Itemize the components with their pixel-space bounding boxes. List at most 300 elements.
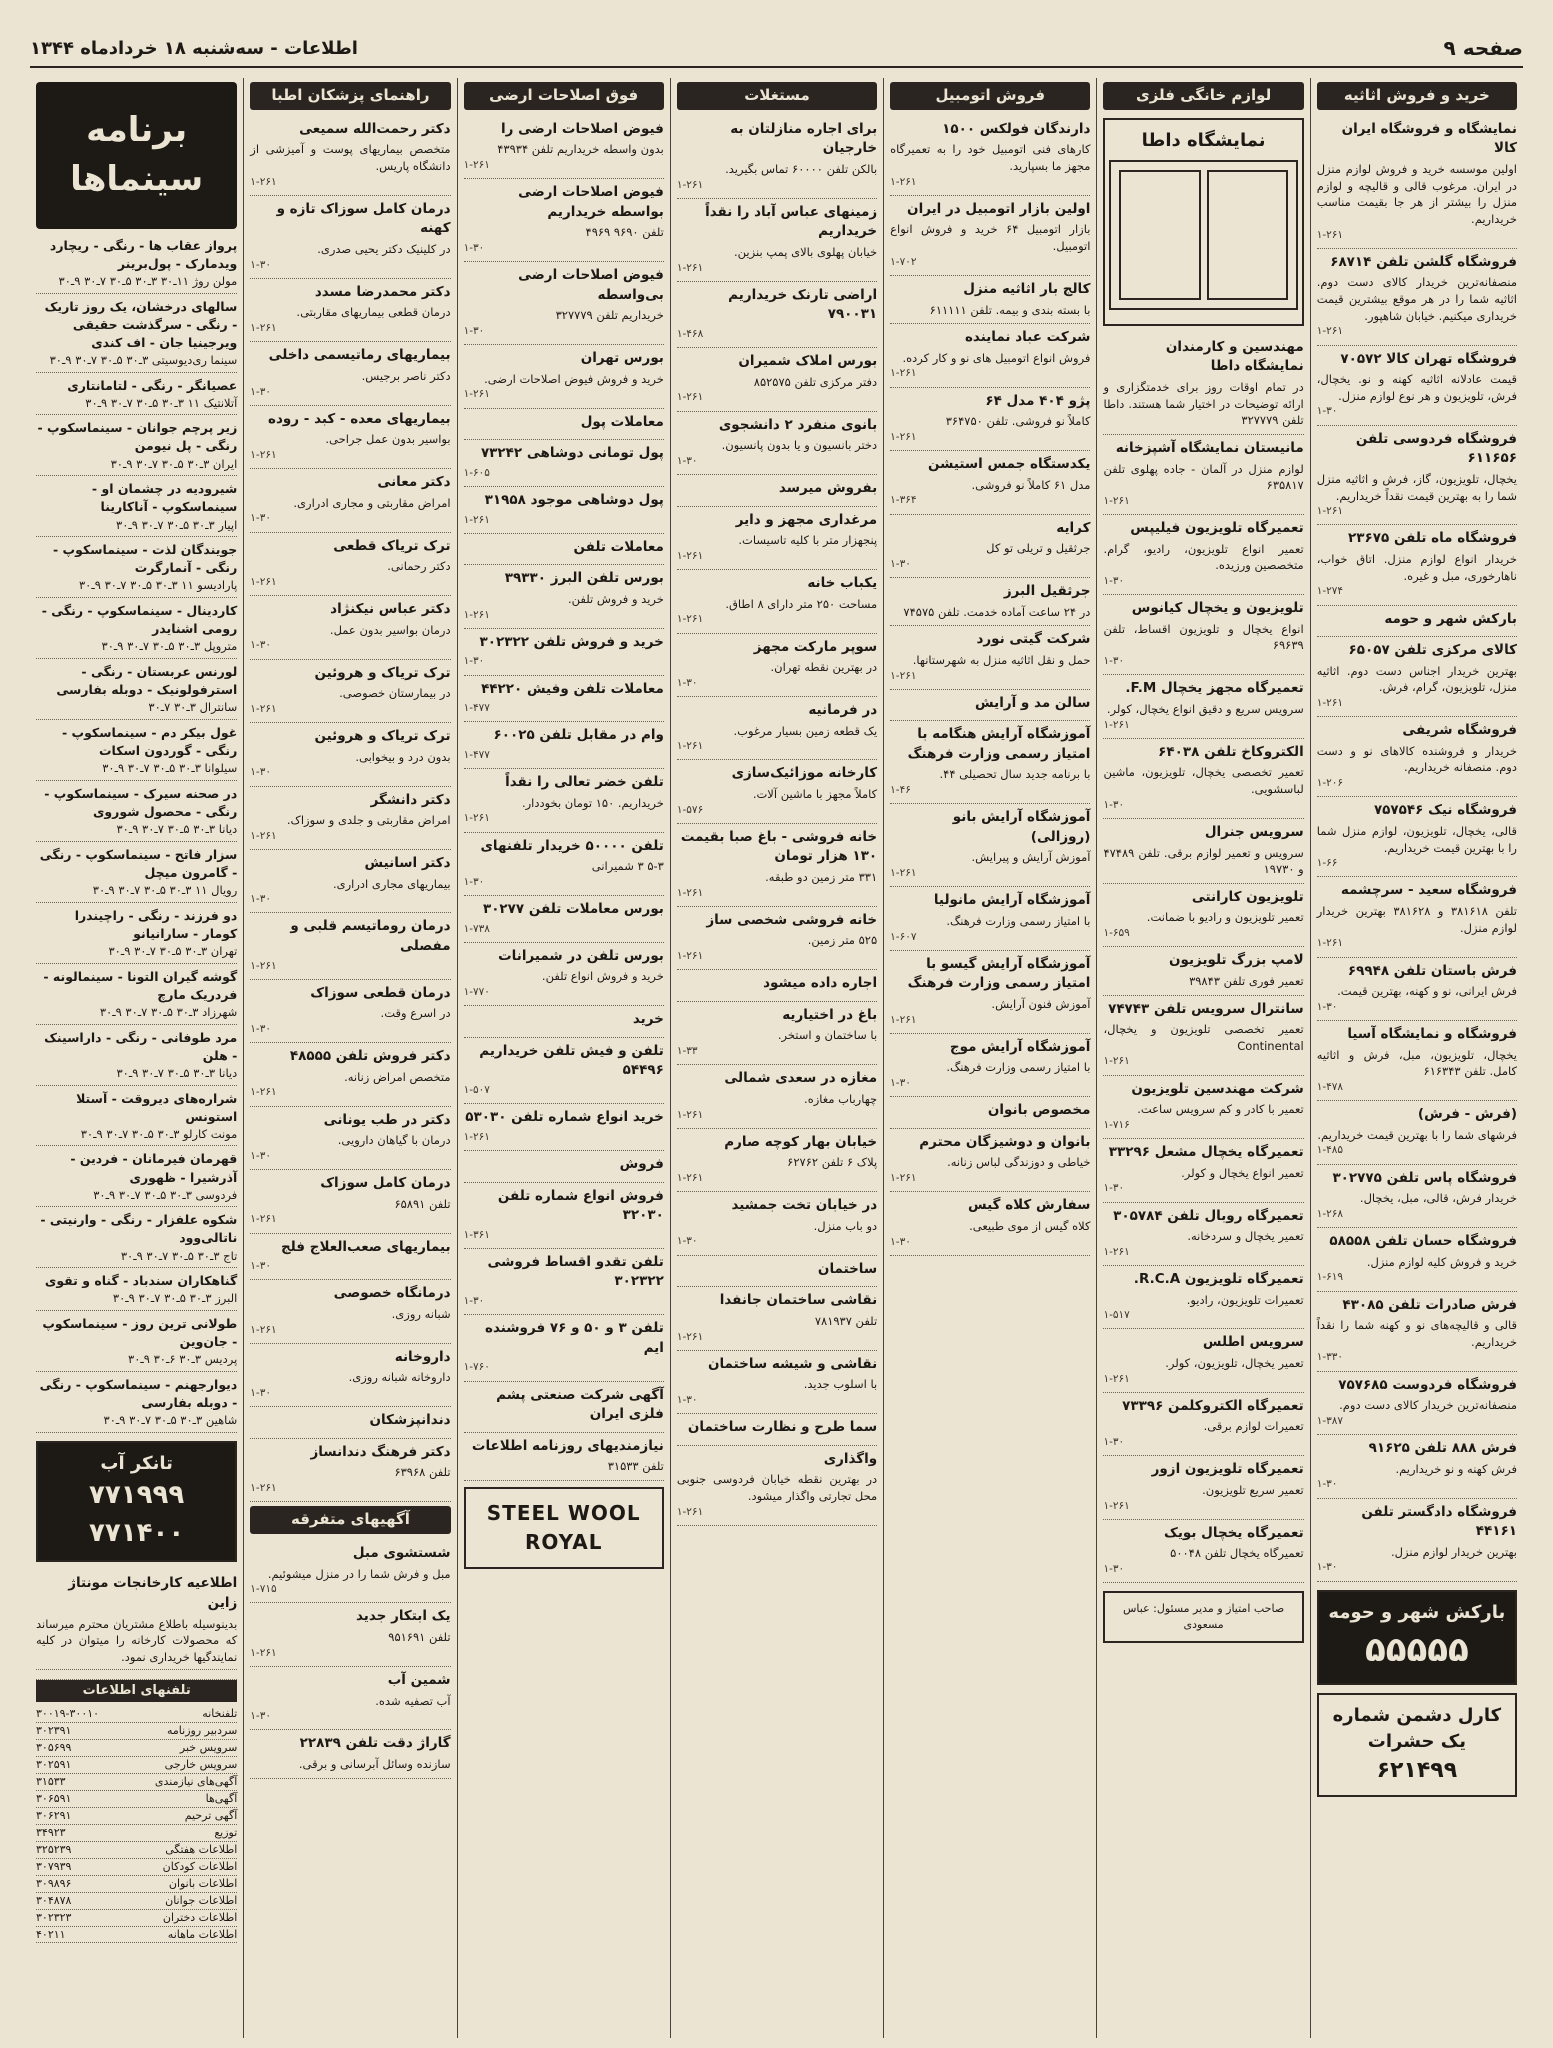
phone-directory-row <box>36 1910 237 1927</box>
classified-ad <box>677 760 877 823</box>
ad-code: ۱-۳۰ <box>1316 1561 1338 1574</box>
classified-ad <box>1103 435 1303 515</box>
ad-title: فروشگاه دادگستر تلفن ۴۴۱۶۱ <box>1361 1503 1517 1540</box>
ad-list <box>677 116 877 1526</box>
classified-ad <box>250 116 450 196</box>
pest-ad <box>1317 1693 1517 1797</box>
ad-body: اولین موسسه خرید و فروش لوازم منزل در ایران. مرغوب قالی و قالیچه و لوازم منزل را بیشتر از هر جا بقیمت مناسب خریداریم. <box>1316 161 1517 226</box>
ad-title: مخصوص بانوان <box>987 1102 1091 1119</box>
film-title: دیوارجهنم - سینماسکوپ - رنگی - دوبله بفارسی <box>39 1376 238 1411</box>
phone-directory-number: ۳۰۲۳۲۳ <box>36 1910 72 1924</box>
ad-title: سفارش کلاه گیس <box>968 1197 1091 1214</box>
ad-body: حمل و نقل اثاثیه منزل به شهرستانها. <box>912 652 1091 667</box>
ad-body: در بهترین نقطه تهران. <box>770 660 878 675</box>
classified-ad <box>1317 1292 1517 1372</box>
ad-title: تلفن ۵۰۰۰۰ خریدار تلفنهای <box>480 837 664 854</box>
classified-ad <box>1103 947 1303 995</box>
classified-ad <box>890 116 1090 196</box>
ad-title: نقاشی ساختمان جانفدا <box>719 1292 878 1309</box>
phone-directory-label: اطلاعات بانوان <box>168 1876 238 1890</box>
ad-title: دکتر فروش تلفن ۴۸۵۵۵ <box>289 1048 451 1065</box>
masthead <box>30 36 1523 68</box>
ad-title: دندانپزشکان <box>369 1412 451 1429</box>
film-listing <box>36 602 237 659</box>
phone-directory-label: اطلاعات کودکان <box>162 1859 238 1873</box>
ad-title: لامپ بزرگ تلویزیون <box>1168 952 1304 969</box>
ad-title: نمایشگاه و فروشگاه ایران کالا <box>1341 120 1517 157</box>
ad-code: ۱-۲۶۱ <box>250 1482 277 1495</box>
ad-code: ۱-۲۶۱ <box>250 1213 277 1226</box>
classified-ad <box>250 1730 450 1778</box>
ad-list <box>1103 334 1303 1583</box>
section-banner: خرید و فروش اثاثیه <box>1317 82 1517 110</box>
ad-code: ۱-۴۷۷ <box>463 702 490 715</box>
classified-ad <box>250 1603 450 1666</box>
phone-directory-row <box>36 1825 237 1842</box>
classified-ad <box>1317 1372 1517 1435</box>
ad-body: سازنده وسائل آبرسانی و برقی. <box>298 1756 451 1771</box>
phone-directory-number: ۳۰۰۱۹-۳۰۰۱۰ <box>36 1707 100 1721</box>
ad-code: ۱-۷۱۶ <box>1103 1118 1130 1131</box>
classified-ad <box>250 787 450 850</box>
section-banner: فروش اتومبیل <box>890 82 1090 110</box>
film-listing <box>36 541 237 598</box>
phone-directory-row <box>36 1757 237 1774</box>
ad-body: تعمیرات لوازم برقی. <box>1203 1419 1304 1434</box>
ad-code: ۱-۴۶ <box>890 784 911 797</box>
ad-code: ۱-۳۰ <box>1103 1182 1125 1195</box>
film-listing <box>36 846 237 903</box>
ad-code: ۱-۲۷۴ <box>1316 585 1344 598</box>
classified-ad <box>464 769 664 832</box>
ad-code: ۱-۵۰۷ <box>463 1084 490 1096</box>
ad-title: تعمیرگاه یخچال بویک <box>1164 1524 1304 1541</box>
phone-directory-number: ۳۴۹۲۳ <box>36 1825 66 1839</box>
classified-ad <box>1317 877 1517 957</box>
ad-body: منصفانه‌ترین خریدار کالای دست دوم. اثاثیه شما را در هر موقع بیشترین قیمت خریداری میکنیم. خیابان شاهپور. <box>1316 275 1517 323</box>
ad-title: یک ابتکار جدید <box>355 1608 451 1625</box>
ad-code: ۱-۲۶۱ <box>890 669 917 682</box>
film-title: شیرودیه در چشمان او - سینماسکوپ - آناکارینا <box>91 481 238 515</box>
film-title: پرواز عقاب ها - رنگی - ریچارد ویدمارک - پول‌برینر <box>49 237 238 271</box>
ad-title: بارکش شهر و حومه <box>1384 610 1517 627</box>
ad-title: خرید انواع شماره تلفن ۵۳۰۳۰ <box>465 1109 664 1126</box>
ad-title: پول تومانی دوشاهی ۷۳۲۴۲ <box>480 445 664 462</box>
ad-body: تلفن ۶۳۹۶۸ <box>394 1465 451 1480</box>
ad-title: فرش باستان تلفن ۶۹۹۴۸ <box>1347 962 1517 979</box>
ad-body: تلفن ۳۱۵۳۳ <box>607 1459 664 1474</box>
ad-list <box>1317 116 1517 1582</box>
ad-body: خریداریم تلفن ۳۲۷۷۷۹ <box>555 308 664 323</box>
ad-title: تعمیرگاه الکتروکلمن ۷۳۳۹۶ <box>1122 1397 1304 1414</box>
ad-title: شمین آب <box>387 1671 451 1688</box>
classified-ad <box>677 697 877 760</box>
ad-body: متخصص امراض زنانه. <box>344 1069 451 1084</box>
classified-ad <box>1317 1435 1517 1498</box>
ad-title: بیماریهای رماتیسمی داخلی <box>268 347 451 364</box>
classified-ad <box>677 1192 877 1255</box>
ad-body: ۳۳۱ متر زمین دو طبقه. <box>765 869 878 884</box>
ad-title: بفروش میرسد <box>778 480 878 497</box>
classified-ad <box>464 1006 664 1038</box>
classified-ad <box>677 1287 877 1350</box>
ad-title: در خیابان تخت جمشید <box>731 1197 878 1214</box>
ad-body: بازار اتومبیل ۶۴ خرید و فروش انواع اتومبیل. <box>890 222 1091 254</box>
ad-title: سانترال سرویس تلفن ۷۴۷۴۳ <box>1108 1000 1304 1017</box>
ad-body: خیابان پهلوی بالای پمپ بنزین. <box>734 244 878 259</box>
ad-body: امراض مقاربتی و مجاری ادراری. <box>293 495 451 510</box>
ad-code: ۱-۲۶۱ <box>250 959 277 972</box>
ad-title: بانوان و دوشیزگان محترم <box>919 1133 1091 1150</box>
film-title: طولانی ترین روز - سینماسکوپ - جان‌وین <box>42 1316 238 1350</box>
film-listing <box>36 419 237 476</box>
ad-body: پنجهزار متر با کلیه تاسیسات. <box>738 533 878 548</box>
phone-directory-number: ۳۰۴۸۷۸ <box>36 1893 72 1907</box>
classified-ad <box>464 676 664 723</box>
phone-directory-row <box>36 1791 237 1808</box>
ad-body: تلفن ۷۸۱۹۳۷ <box>814 1313 878 1328</box>
ad-code: ۱-۲۶۱ <box>250 449 277 462</box>
phone-directory-number: ۳۰۶۲۹۱ <box>36 1808 72 1822</box>
ad-title: بورس معاملات تلفن ۳۰۲۷۷ <box>482 901 664 918</box>
ad-title: خرید <box>632 1011 664 1028</box>
classified-ad <box>677 1129 877 1192</box>
ad-title: واگذاری <box>823 1450 878 1467</box>
ad-code: ۱-۳۰ <box>250 639 272 652</box>
classified-ad <box>677 1351 877 1414</box>
ad-code: ۱-۲۶۸ <box>1316 1207 1344 1220</box>
film-listing <box>36 907 237 964</box>
column-doctors <box>243 78 456 2038</box>
tanker-phone-2: ۷۷۱۴۰۰ <box>89 1517 185 1548</box>
classified-ad <box>677 116 877 199</box>
ad-body: منصفانه‌ترین خریدار کالای دست دوم. <box>1339 1398 1517 1413</box>
classified-ad <box>464 440 664 487</box>
ad-code: ۱-۲۶۱ <box>1316 696 1344 709</box>
ad-title: شستشوی مبل <box>352 1545 451 1562</box>
film-title: شراره‌های دیروقت - آستلا استونس <box>76 1090 238 1124</box>
phone-directory-number: ۳۲۵۲۳۹ <box>36 1842 72 1856</box>
phone-directory-label: اطلاعات ماهانه <box>167 1927 238 1941</box>
classified-ad <box>890 451 1090 514</box>
ad-code: ۱-۳۰ <box>676 1235 698 1248</box>
tanker-phone-1: ۷۷۱۹۹۹ <box>89 1480 185 1510</box>
ad-title: گاراژ دقت تلفن ۲۲۸۳۹ <box>299 1735 451 1752</box>
ad-body: کاملاً مجهز با ماشین آلات. <box>752 786 878 801</box>
ad-title: کالج بار اثاثیه منزل <box>963 281 1091 297</box>
classified-ad <box>1103 819 1303 884</box>
classified-ad <box>890 804 1090 887</box>
phone-directory-number: ۳۰۵۶۹۹ <box>36 1741 72 1755</box>
phone-directory-row <box>36 1774 237 1791</box>
ad-code: ۱-۲۶۱ <box>250 1323 277 1336</box>
classified-ad <box>890 690 1090 722</box>
steel-wool-sub: ROYAL <box>524 1529 603 1554</box>
publisher-footer: صاحب امتیاز و مدیر مسئول: عباس مسعودی <box>1103 1591 1303 1643</box>
film-title: قهرمان فیرمانان - فردین - آذرشیرا - ظهوری <box>70 1151 238 1185</box>
ad-body: دفتر مرکزی تلفن ۸۵۲۵۷۵ <box>753 374 878 389</box>
ad-code: ۱-۷۳۸ <box>463 922 490 935</box>
ad-code: ۱-۲۶۱ <box>250 575 277 588</box>
ad-title: مهندسین و کارمندان نمایشگاه داطا <box>1165 338 1304 375</box>
ad-title: کالای مرکزی تلفن ۶۵۰۵۷ <box>1348 642 1517 659</box>
ad-code: ۱-۳۰ <box>463 242 485 254</box>
ad-title: سرویس جنرال <box>1204 823 1304 840</box>
ad-body: بدون درد و بیخوابی. <box>355 749 451 764</box>
film-listing <box>36 1029 237 1086</box>
classified-ad <box>1317 606 1517 638</box>
ad-title: فیوض اصلاحات ارضی بواسطه خریداریم <box>518 184 664 220</box>
ad-body: با بسته بندی و بیمه. تلفن ۶۱۱۱۱۱ <box>929 302 1091 317</box>
ad-body: با امتیاز رسمی وزارت فرهنگ. <box>946 1060 1091 1075</box>
ad-code: ۱-۶۵۹ <box>1103 927 1130 940</box>
ad-code: ۱-۲۶۱ <box>463 158 490 171</box>
ad-code: ۱-۳۰ <box>1103 655 1125 668</box>
classified-ad <box>250 1280 450 1343</box>
phone-directory-label: سردبیر روزنامه <box>167 1724 238 1738</box>
film-listing <box>36 1150 237 1207</box>
film-listing <box>36 724 237 781</box>
ad-body: تعمیر با کادر و کم سرویس ساعت. <box>1137 1102 1304 1117</box>
ad-title: اجاره داده میشود <box>763 975 878 992</box>
film-showtimes: سانترال ۳ـ۳۰ ۷ـ۳۰ <box>148 700 238 715</box>
ad-title: درمانگاه خصوصی <box>333 1285 451 1302</box>
ad-code: ۱-۳۰ <box>250 512 272 525</box>
classified-ad <box>677 348 877 411</box>
ad-title: نقاشی و شیشه ساختمان <box>707 1355 878 1372</box>
factory-notice-body: بدینوسیله باطلاع مشتریان محترم میرساند که محصولات کارخانه را میتوان در کلیه نمایندگیها خریداری نمود. <box>36 1616 237 1670</box>
ad-code: ۱-۳۰ <box>890 1077 911 1090</box>
phone-directory-label: آگهی ترحیم <box>184 1808 238 1822</box>
ad-body: درمان با گیاهان دارویی. <box>337 1133 451 1148</box>
classified-ad <box>1103 1329 1303 1392</box>
classified-ad <box>677 570 877 633</box>
phone-directory-label: سرویس خبر <box>179 1741 238 1755</box>
classified-ad <box>250 850 450 913</box>
ad-code: ۱-۲۶۱ <box>676 261 704 274</box>
phone-directory-number: ۳۰۷۹۳۹ <box>36 1859 72 1873</box>
ad-body: تعمیر انواع یخچال و کولر. <box>1181 1165 1304 1180</box>
classified-ad <box>1103 1393 1303 1456</box>
ad-code: ۱-۳۰ <box>463 875 485 888</box>
phone-directory-row <box>36 1842 237 1859</box>
film-title: جویندگان لذت - سینماسکوپ - رنگی - آنمارگرت <box>53 542 238 576</box>
ad-code: ۱-۲۶۱ <box>463 1130 490 1143</box>
phone-directory-row <box>36 1859 237 1876</box>
classified-ad <box>1103 334 1303 435</box>
ad-code: ۱-۲۶۱ <box>676 549 704 562</box>
ad-body: یخچال، تلویزیون، مبل، فرش و اثاثیه کامل. تلفن ۶۱۶۳۴۳ <box>1316 1047 1517 1079</box>
film-listing <box>36 1272 237 1311</box>
ad-body: در بیمارستان خصوصی. <box>339 686 451 701</box>
ad-title: خانه فروشی - باغ صبا بقیمت ۱۳۰ هزار تومان <box>680 828 878 865</box>
phone-directory-number: ۳۰۲۵۹۱ <box>36 1758 72 1772</box>
ad-title: تلفن تقدو اقساط فروشی ۳۰۲۳۲۲ <box>487 1253 664 1290</box>
classified-ad <box>464 262 664 345</box>
ad-code: ۱-۵۱۷ <box>1103 1309 1130 1322</box>
ad-body: تعمیر فوری تلفن ۳۹۸۴۳ <box>1189 973 1304 988</box>
phone-directory-number: ۳۰۶۵۹۱ <box>36 1792 72 1806</box>
ad-code: ۱-۶۰۵ <box>463 466 490 479</box>
phone-directory-label: سرویس خارجی <box>164 1758 238 1772</box>
water-tanker-ad <box>36 1441 237 1562</box>
page-number: صفحه ۹ <box>1443 36 1523 60</box>
ad-title: فروشگاه ماه تلفن ۲۳۶۷۵ <box>1348 530 1517 547</box>
classified-ad <box>890 1034 1090 1097</box>
phone-directory-row <box>36 1808 237 1825</box>
classified-ad <box>250 1667 450 1730</box>
ad-body: تعمیرات تلویزیون، رادیو. <box>1186 1292 1304 1307</box>
phone-directory <box>36 1680 237 1944</box>
ad-body: لوازم منزل در آلمان - جاده پهلوی تلفن ۶۳۵۸۱۷ <box>1103 461 1304 493</box>
ad-title: پول دوشاهی موجود ۳۱۹۵۸ <box>484 492 664 509</box>
film-showtimes: آتلانتیک ۱۱ ۳ـ۳۰ ۵ـ۳۰ ۷ـ۳۰ ۹ـ۳۰ <box>85 395 238 410</box>
classified-ad <box>890 515 1090 578</box>
ad-body: بدون واسطه خریداریم تلفن ۴۳۹۳۴ <box>497 142 664 157</box>
phone-directory-label: اطلاعات جوانان <box>165 1893 238 1907</box>
section-banner: مستغلات <box>677 82 877 110</box>
ad-list <box>464 116 664 1481</box>
misc-ad-list <box>250 1540 450 1779</box>
ad-title: دکتر محمدرضا مسدد <box>314 283 451 300</box>
film-showtimes: مونت کارلو ۳ـ۳۰ ۵ـ۳۰ ۷ـ۳۰ ۹ـ۳۰ <box>80 1126 238 1141</box>
film-showtimes: سیلوانا ۳ـ۳۰ ۵ـ۳۰ ۷ـ۳۰ ۹ـ۳۰ <box>102 761 238 776</box>
ad-body: درمان بواسیر بدون عمل. <box>329 622 451 637</box>
ad-title: مغازه در سعدی شمالی <box>724 1070 878 1087</box>
ad-body: تلفن ۹۵۱۶۹۱ <box>388 1630 451 1645</box>
classified-ad <box>677 412 877 475</box>
ad-code: ۱-۲۶۱ <box>890 367 917 380</box>
classified-ad <box>464 943 664 1006</box>
film-showtimes: شهرزاد ۳ـ۳۰ ۵ـ۳۰ ۷ـ۳۰ ۹ـ۳۰ <box>99 1004 238 1019</box>
ad-body: خرید و فروش فیوض اصلاحات ارضی. <box>484 371 664 386</box>
film-showtimes: پارادیسو ۱۱ ۳ـ۳۰ ۵ـ۳۰ ۷ـ۳۰ ۹ـ۳۰ <box>78 578 238 593</box>
ad-code: ۱-۳۰ <box>250 766 272 779</box>
classified-ad <box>1317 116 1517 249</box>
film-showtimes: دیانا ۳ـ۳۰ ۵ـ۳۰ ۷ـ۳۰ ۹ـ۳۰ <box>116 822 238 837</box>
ad-title: تلویزیون کارانتی <box>1191 888 1304 905</box>
ad-code: ۱-۲۶۱ <box>463 812 490 825</box>
column-appliances <box>1096 78 1309 2038</box>
ad-body: دکتر رحمانی. <box>387 559 451 574</box>
classified-ad <box>1103 884 1303 947</box>
ad-body: تعمیر تخصصی تلویزیون و یخچال، Continental <box>1103 1022 1304 1053</box>
phone-directory-row <box>36 1876 237 1893</box>
ad-title: درمان روماتیسم قلبی و مفصلی <box>290 918 451 954</box>
ad-code: ۱-۲۶۱ <box>890 1013 917 1026</box>
classified-ad <box>890 388 1090 451</box>
classified-ad <box>890 1129 1090 1192</box>
film-title: گناهکاران سندباد - گناه و تقوی <box>44 1273 238 1289</box>
ad-code: ۱-۴۷۸ <box>1316 1080 1344 1093</box>
classified-ad <box>464 487 664 534</box>
ad-body: خرید و فروش کلیه لوازم منزل. <box>1366 1254 1517 1269</box>
film-listing <box>36 968 237 1025</box>
ad-body: قالی، یخچال، تلویزیون، لوازم منزل شما را با بهترین قیمت خریداریم. <box>1316 823 1517 855</box>
film-showtimes: فردوسی ۳ـ۳۰ ۵ـ۳۰ ۷ـ۳۰ ۹ـ۳۰ <box>93 1187 238 1202</box>
classified-ad <box>250 1170 450 1233</box>
ad-body: فرشهای شما را با بهترین قیمت خریداریم. <box>1317 1127 1517 1142</box>
ad-title: وام در مقابل تلفن ۶۰۰۲۵ <box>493 727 664 744</box>
ad-body: درمان قطعی بیماریهای مقاربتی. <box>296 305 451 320</box>
ad-body: با اسلوب جدید. <box>803 1377 878 1392</box>
classified-ad <box>464 1249 664 1315</box>
ad-code: ۱-۲۶۱ <box>1103 494 1130 507</box>
ad-title: آموزشگاه آرایش بانو (روزالی) <box>952 809 1091 845</box>
classified-ad <box>890 1097 1090 1129</box>
classified-ad <box>677 907 877 970</box>
ad-code: ۱-۷۶۰ <box>463 1361 490 1374</box>
classified-ad <box>677 1002 877 1065</box>
ad-code: ۱-۳۰ <box>676 454 698 467</box>
ad-code: ۱-۳۶۴ <box>890 494 917 507</box>
ad-title: فیوض اصلاحات ارضی بی‌واسطه <box>518 267 664 303</box>
ad-code: ۱-۷۰۲ <box>890 255 917 268</box>
ad-code: ۱-۷۷۰ <box>463 986 490 999</box>
column-land-phone <box>457 78 670 2038</box>
ad-title: فروشگاه فردوست ۷۵۷۶۸۵ <box>1338 1376 1517 1393</box>
ad-title: دکتر رحمت‌الله سمیعی <box>299 120 451 137</box>
ad-body: بالکن تلفن ۶۰۰۰۰ تماس بگیرید. <box>725 161 878 176</box>
ad-title: آموزشگاه آرایش هنگامه با امتیاز رسمی وزارت فرهنگ <box>907 726 1091 762</box>
ad-title: فروشگاه سعید - سرچشمه <box>1340 882 1517 899</box>
factory-notice <box>36 1570 237 1679</box>
ad-body: جرثقیل و تریلی تو کل <box>986 541 1091 556</box>
ad-body: چهارباب مغازه. <box>804 1091 878 1106</box>
ad-title: فروش انواع شماره تلفن ۳۲۰۳۰ <box>497 1187 664 1224</box>
classified-ad <box>1103 1139 1303 1202</box>
ad-body: در اسرع وقت. <box>380 1006 451 1021</box>
classified-ad <box>677 199 877 282</box>
film-title: غول بیکر دم - سینماسکوپ - رنگی - گوردون اسکات <box>61 724 238 759</box>
ad-title: شرکت گیتی نورد <box>976 631 1091 648</box>
classified-ad <box>677 282 877 348</box>
classified-ad <box>250 1107 450 1170</box>
ad-title: دکتر عباس نیکنژاد <box>330 601 451 618</box>
classified-ad <box>464 1038 664 1104</box>
classified-ad <box>1317 1165 1517 1228</box>
ad-title: فروشگاه فردوسی تلفن ۶۱۱۶۵۶ <box>1355 430 1517 467</box>
ad-title: برای اجاره منازلتان به خارجیان <box>730 120 878 157</box>
classified-ad <box>464 896 664 943</box>
ad-code: ۱-۲۶۱ <box>463 388 490 401</box>
ad-code: ۱-۲۶۱ <box>676 886 704 899</box>
classified-ad <box>1103 1266 1303 1329</box>
film-showtimes: تهران ۳ـ۳۰ ۵ـ۳۰ ۷ـ۳۰ ۹ـ۳۰ <box>108 943 238 958</box>
columns <box>30 78 1523 2038</box>
ad-title: فروشگاه حسان تلفن ۵۸۵۵۸ <box>1329 1233 1517 1250</box>
classified-ad <box>250 596 450 659</box>
classified-ad <box>1103 515 1303 595</box>
ad-body: در ۲۴ ساعت آماده خدمت. تلفن ۷۴۵۷۵ <box>903 604 1091 619</box>
ad-body: کاملاً نو فروشی. تلفن ۳۶۴۷۵۰ <box>945 414 1091 429</box>
showroom-ad <box>1103 118 1303 326</box>
ad-body: ۵۲۵ متر زمین. <box>807 933 878 948</box>
ad-code: ۱-۲۶۱ <box>1316 325 1344 338</box>
classified-ad <box>1103 675 1303 738</box>
ad-code: ۱-۶۰۷ <box>890 930 917 943</box>
classified-ad <box>890 276 1090 324</box>
classified-ad <box>464 345 664 408</box>
moving-ad-label: بارکش شهر و حومه <box>1328 1601 1506 1623</box>
ad-body: آموزش آرایش و پیرایش. <box>971 850 1091 865</box>
film-listing <box>36 785 237 842</box>
ad-body: آب تصفیه شده. <box>375 1693 451 1708</box>
film-listing <box>36 663 237 720</box>
ad-code: ۱-۲۶۱ <box>890 175 917 188</box>
ad-title: فروشگاه شریفی <box>1402 722 1517 739</box>
ad-body: امراض مقاربتی و جلدی و سوزاک. <box>286 813 451 828</box>
